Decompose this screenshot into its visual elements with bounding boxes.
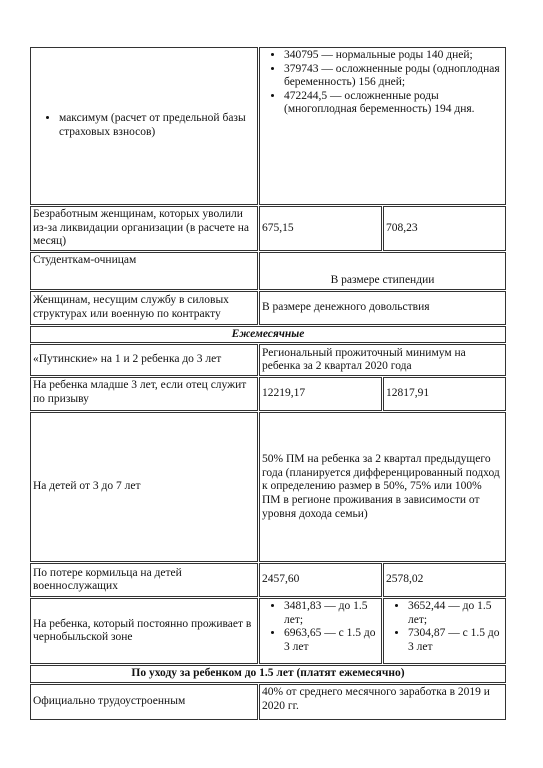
section-header: Ежемесячные bbox=[30, 326, 506, 344]
row-label: Женщинам, несущим службу в силовых структурах или военную по контракту bbox=[30, 291, 258, 325]
value-cell: В размере денежного довольствия bbox=[259, 291, 506, 325]
value-2021: 2578,02 bbox=[383, 563, 506, 597]
row-label: Официально трудоустроенным bbox=[30, 684, 258, 720]
list-item: • 340795 — нормальные роды 140 дней; bbox=[284, 49, 503, 63]
benefits-document bbox=[29, 46, 507, 721]
table-row bbox=[30, 563, 506, 597]
table-row bbox=[30, 344, 506, 376]
table-row bbox=[30, 47, 506, 205]
table-row bbox=[30, 598, 506, 664]
value-cell: В размере стипендии bbox=[259, 252, 506, 290]
value-cell: 50% ПМ на ребенка за 2 квартал предыдущего года (планируется дифференцированный подход к определению размер в 50%, 75% или 100% ПМ в регионе проживания в зависимости от уровня дохода семьи) bbox=[259, 412, 506, 562]
bullet-list bbox=[386, 600, 503, 654]
list-item: • 379743 — осложненные роды (одноплодная беременность) 156 дней; bbox=[284, 63, 503, 90]
row-label bbox=[30, 47, 258, 205]
list-item: • 472244,5 — осложненные роды (многоплодная беременность) 194 дня. bbox=[284, 90, 503, 117]
row-label: На ребенка младше 3 лет, если отец служит по призыву bbox=[30, 377, 258, 411]
value-2020 bbox=[259, 598, 382, 664]
list-item: • максимум (расчет от предельной базы страховых взносов) bbox=[59, 112, 255, 139]
value-2020: 675,15 bbox=[259, 206, 382, 251]
table-row bbox=[30, 206, 506, 251]
max-values-cell bbox=[259, 47, 506, 205]
value-2021 bbox=[383, 598, 506, 664]
table-row bbox=[30, 412, 506, 562]
bullet-list bbox=[33, 112, 255, 139]
table-row bbox=[30, 665, 506, 683]
value-2020: 2457,60 bbox=[259, 563, 382, 597]
value-2021: 12817,91 bbox=[383, 377, 506, 411]
section-header: По уходу за ребенком до 1.5 лет (платят ежемесячно) bbox=[30, 665, 506, 683]
list-item: • 3652,44 — до 1.5 лет; bbox=[408, 600, 503, 627]
row-label: На ребенка, который постоянно проживает в чернобыльской зоне bbox=[30, 598, 258, 664]
table-row bbox=[30, 326, 506, 344]
table-row bbox=[30, 252, 506, 290]
table-row bbox=[30, 377, 506, 411]
table-row bbox=[30, 684, 506, 720]
row-label: «Путинские» на 1 и 2 ребенка до 3 лет bbox=[30, 344, 258, 376]
list-item: • 3481,83 — до 1.5 лет; bbox=[284, 600, 379, 627]
bullet-list bbox=[262, 49, 503, 117]
table-row bbox=[30, 291, 506, 325]
value-cell: Региональный прожиточный минимум на ребенка за 2 квартал 2020 года bbox=[259, 344, 506, 376]
list-item: • 6963,65 — с 1.5 до 3 лет bbox=[284, 627, 379, 654]
row-label: Безработным женщинам, которых уволили из-за ликвидации организации (в расчете на месяц) bbox=[30, 206, 258, 251]
bullet-list bbox=[262, 600, 379, 654]
value-cell: 40% от среднего месячного заработка в 2019 и 2020 гг. bbox=[259, 684, 506, 720]
row-label: На детей от 3 до 7 лет bbox=[30, 412, 258, 562]
value-2020: 12219,17 bbox=[259, 377, 382, 411]
value-2021: 708,23 bbox=[383, 206, 506, 251]
list-item: • 7304,87 — с 1.5 до 3 лет bbox=[408, 627, 503, 654]
row-label: Студенткам-очницам bbox=[30, 252, 258, 290]
benefits-table bbox=[29, 46, 507, 721]
row-label: По потере кормильца на детей военнослужащих bbox=[30, 563, 258, 597]
